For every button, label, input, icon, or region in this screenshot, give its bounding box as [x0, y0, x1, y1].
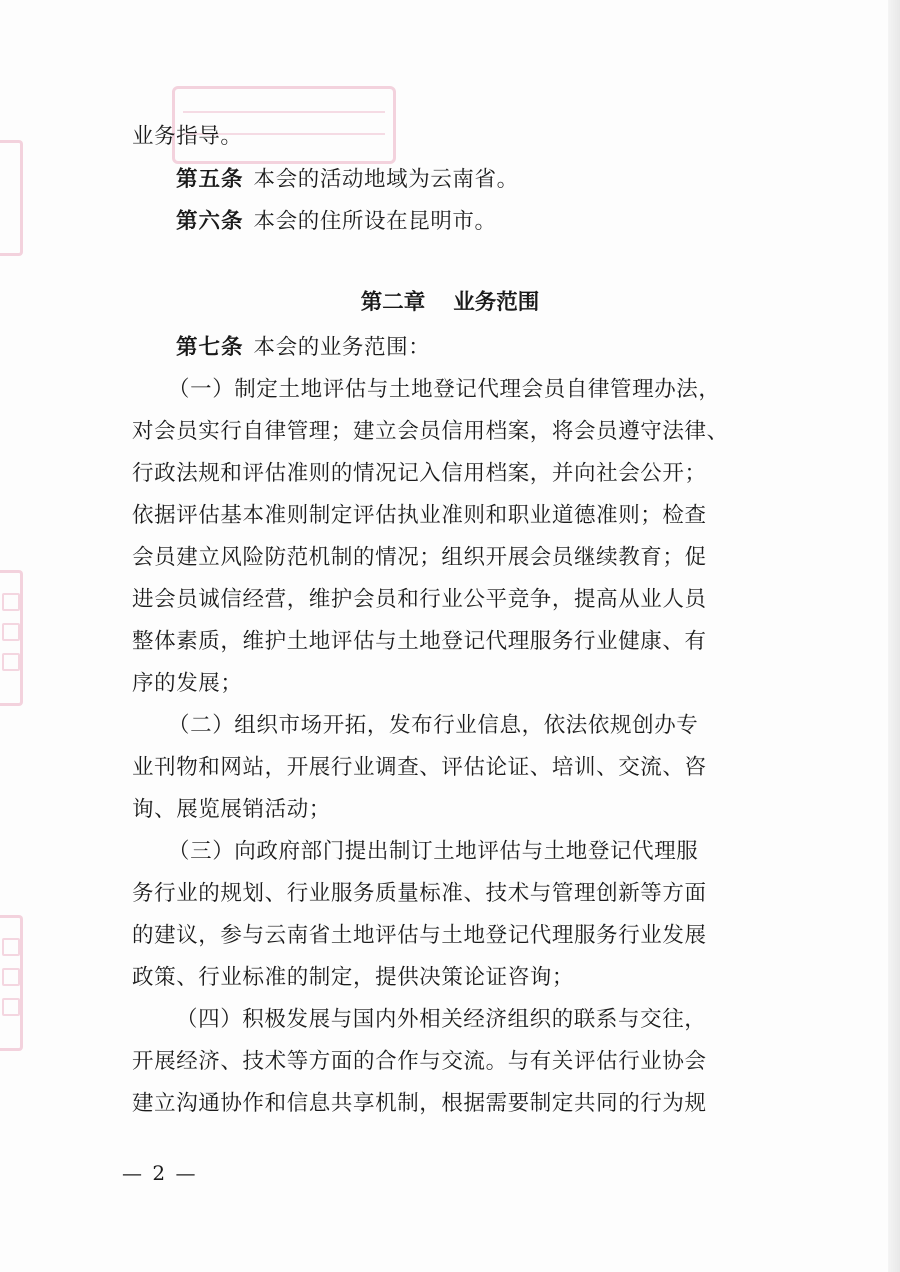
text-line: 序的发展；: [132, 671, 243, 696]
text-line: 业刊物和网站，开展行业调查、评估论证、培训、交流、咨: [132, 755, 707, 780]
text-line: （二）组织市场开拓，发布行业信息，依法依规创办专: [168, 713, 699, 738]
text-line: 整体素质，维护土地评估与土地登记代理服务行业健康、有: [132, 629, 707, 654]
page-edge: [888, 0, 900, 1272]
seal-stamp-margin-2: [0, 570, 23, 706]
chapter-number: 第二章: [360, 290, 426, 315]
text-line: 的建议，参与云南省土地评估与土地登记代理服务行业发展: [132, 923, 707, 948]
text-line: 行政法规和评估准则的情况记入信用档案，并向社会公开；: [132, 461, 707, 486]
page-number: — 2 —: [122, 1161, 198, 1185]
text-line: 询、展览展销活动；: [132, 797, 331, 822]
article-5: [176, 165, 816, 195]
article-text: 本会的业务范围：: [253, 335, 431, 360]
article-6: [176, 207, 816, 237]
seal-stamp-margin-1: [0, 140, 23, 256]
text-line: 务行业的规划、行业服务质量标准、技术与管理创新等方面: [132, 881, 707, 906]
text-line: 开展经济、技术等方面的合作与交流。与有关评估行业协会: [132, 1049, 707, 1074]
article-label: 第七条: [176, 335, 244, 360]
text-line: 会员建立风险防范机制的情况；组织开展会员继续教育；促: [132, 545, 707, 570]
text-line: （四）积极发展与国内外相关经济组织的联系与交往，: [176, 1007, 707, 1032]
text-line: （一）制定土地评估与土地登记代理会员自律管理办法，: [168, 377, 721, 402]
text-line: 建立沟通协作和信息共享机制，根据需要制定共同的行为规: [132, 1091, 707, 1116]
text-line: 进会员诚信经营，维护会员和行业公平竞争，提高从业人员: [132, 587, 707, 612]
chapter-title: 业务范围: [453, 290, 540, 315]
article-text: 本会的活动地域为云南省。: [253, 167, 519, 192]
article-text: 本会的住所设在昆明市。: [253, 209, 497, 234]
text-line: 对会员实行自律管理；建立会员信用档案，将会员遵守法律、: [132, 419, 729, 444]
article-label: 第五条: [176, 167, 244, 192]
chapter-heading: [0, 288, 900, 318]
text-line: （三）向政府部门提出制订土地评估与土地登记代理服: [168, 839, 699, 864]
text-line: 政策、行业标准的制定，提供决策论证咨询；: [132, 965, 575, 990]
seal-stamp-margin-3: [0, 915, 23, 1051]
article-label: 第六条: [176, 209, 244, 234]
text-line: 依据评估基本准则制定评估执业准则和职业道德准则；检查: [132, 503, 707, 528]
text-line: 业务指导。: [132, 124, 243, 149]
article-7: [176, 333, 816, 363]
